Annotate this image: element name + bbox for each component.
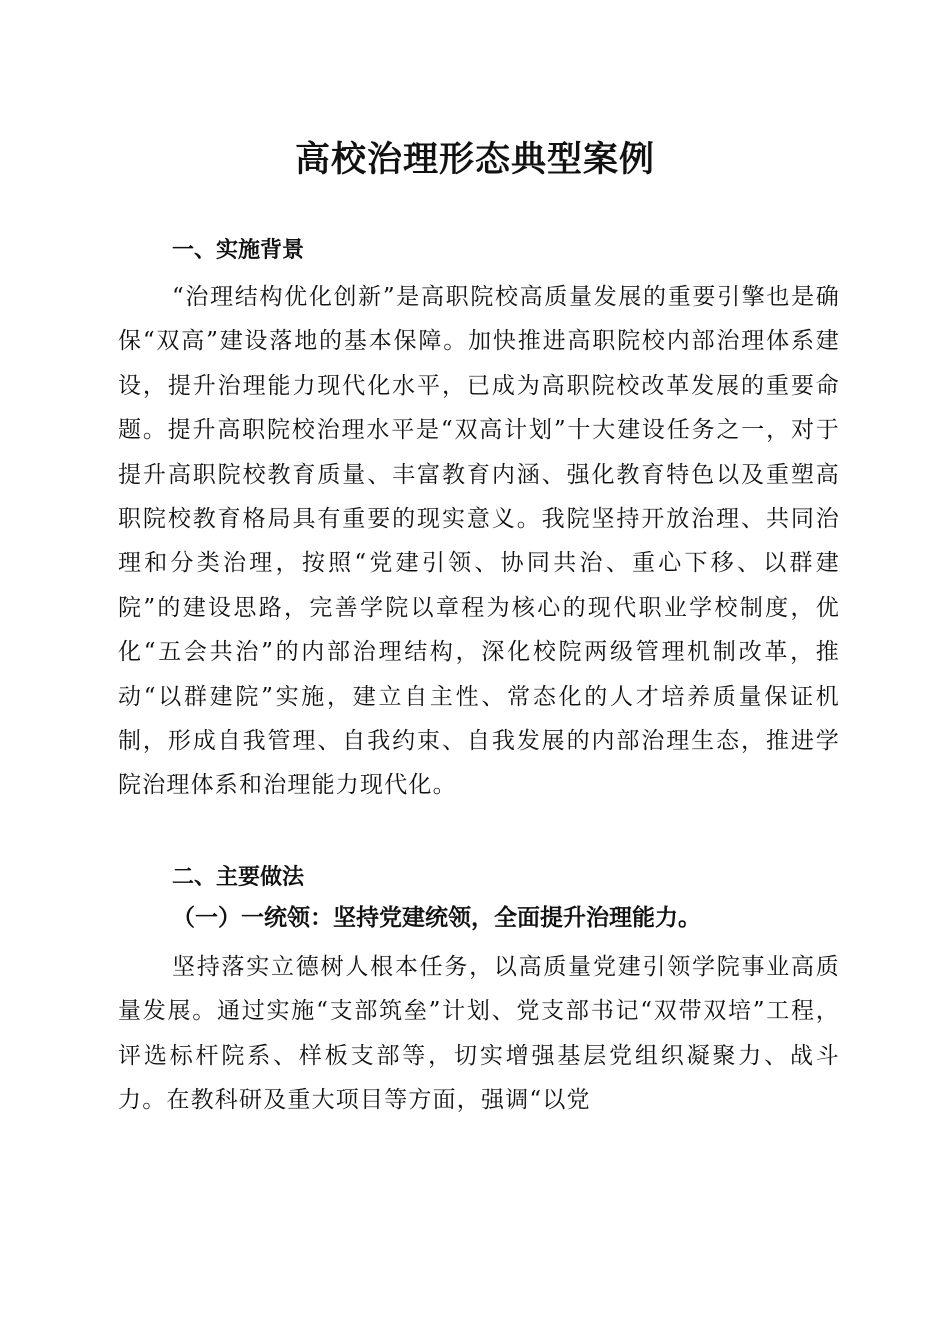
document-title: 高校治理形态典型案例 [294,139,655,180]
section-heading-main-practices: 二、主要做法 [172,865,305,890]
subsection-heading-party-leadership: （一）一统领：坚持党建统领，全面提升治理能力。 [172,904,701,931]
section-heading-background: 一、实施背景 [172,238,305,263]
section-paragraph-party-leadership: 坚持落实立德树人根本任务，以高质量党建引领学院事业高质量发展。通过实施“支部筑垒”计划、党支部书记“双带双培”工程，评选标杆院系、样板支部等，切实增强基层党组织凝聚力、战斗力。在教科研及重大项目等方面，强调“以党 [118,954,840,1114]
section-paragraph-background: “治理结构优化创新”是高职院校高质量发展的重要引擎也是确保“双高”建设落地的基本保障。加快推进高职院校内部治理体系建设，提升治理能力现代化水平，已成为高职院校改革发展的重要命题。提升高职院校治理水平是“双高计划”十大建设任务之一，对于提升高职院校教育质量、丰富教育内涵、强化教育特色以及重塑高职院校教育格局具有重要的现实意义。我院坚持开放治理、共同治理和分类治理，按照“党建引领、协同共治、重心下移、以群建院”的建设思路，完善学院以章程为核心的现代职业学校制度，优化“五会共治”的内部治理结构，深化校院两级管理机制改革，推动“以群建院”实施，建立自主性、常态化的人才培养质量保证机制，形成自我管理、自我约束、自我发展的内部治理生态，推进学院治理体系和治理能力现代化。 [118,284,840,799]
